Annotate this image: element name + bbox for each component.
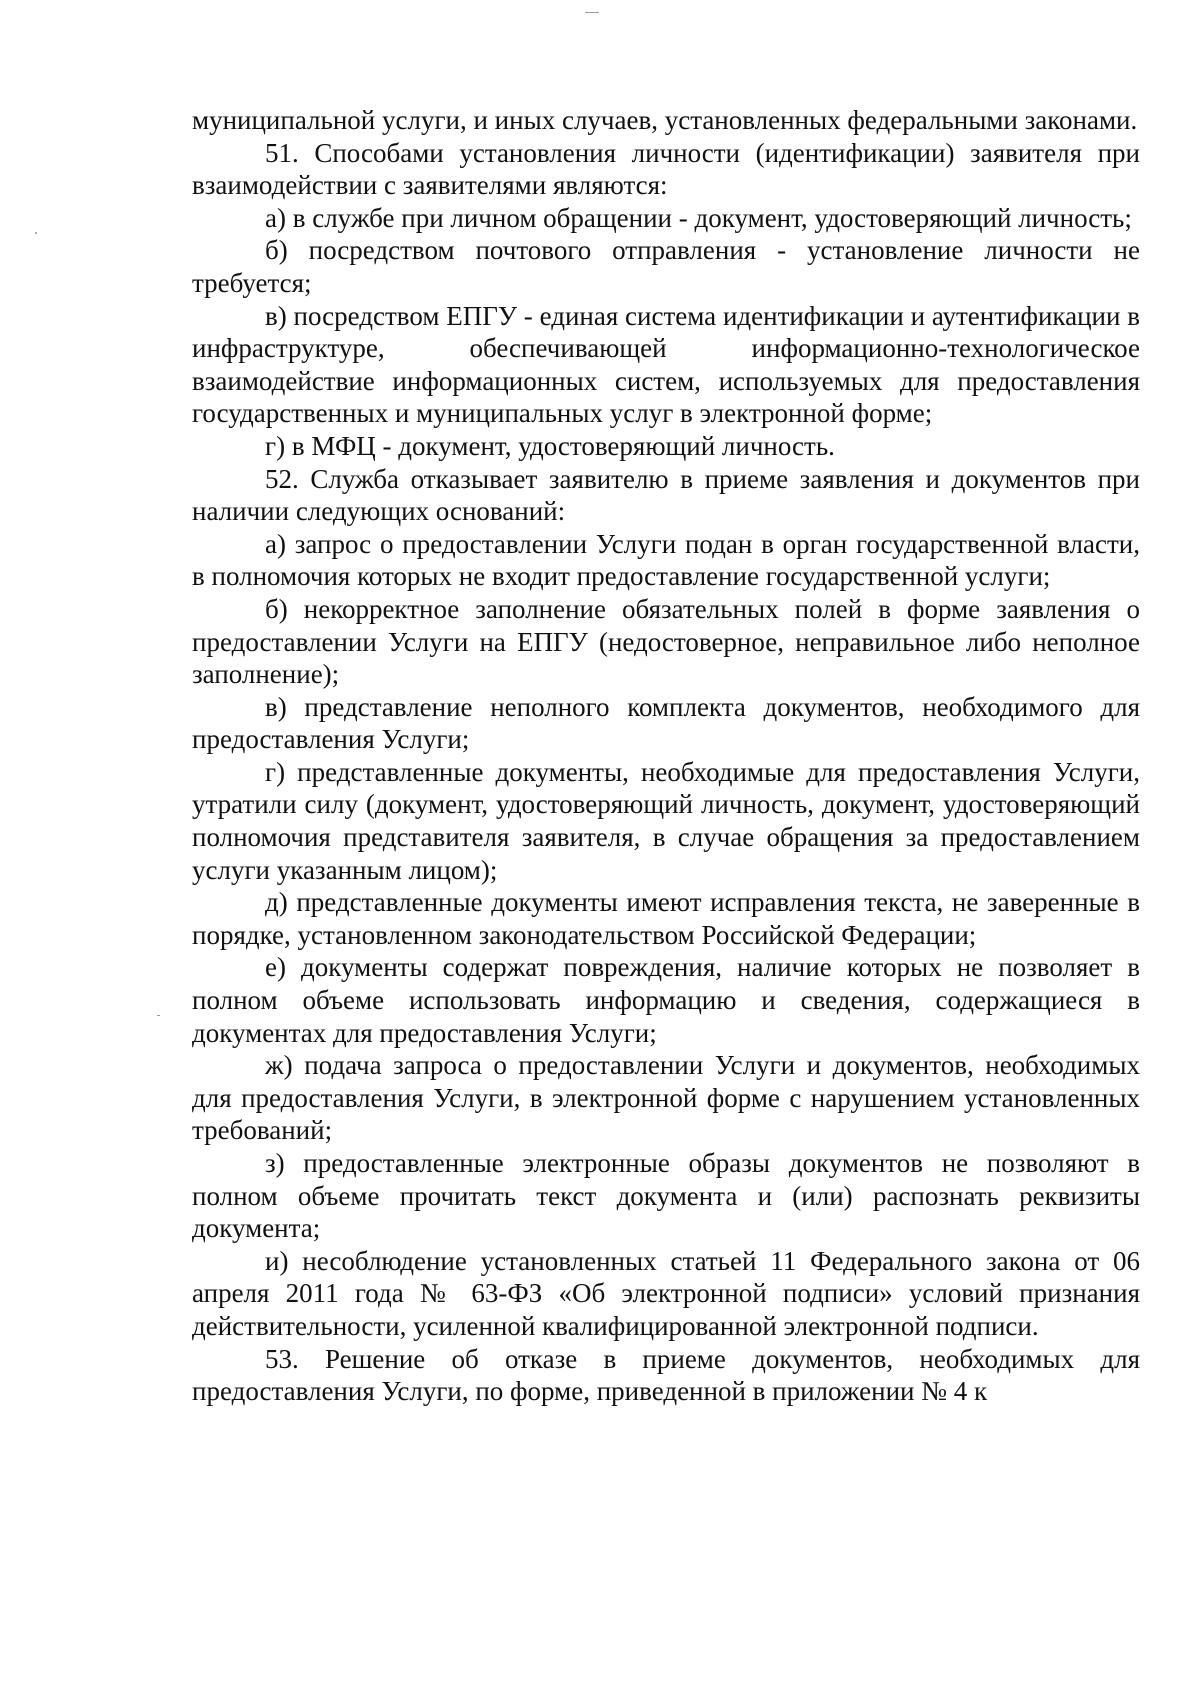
scan-speck (157, 1015, 160, 1016)
scan-mark (585, 12, 599, 13)
paragraph-intro-continuation: муниципальной услуги, и иных случаев, установленных федеральными законами. (192, 105, 1138, 135)
paragraph-52-i: и) несоблюдение установленных статьей 11 Федерального закона от 06 апреля 2011 года № 63-ФЗ «Об электронной подписи» условий признания действительности, усиленной квалифицированной электронной подписи. (192, 1245, 1140, 1341)
paragraph-52-b: б) некорректное заполнение обязательных полей в форме заявления о предоставлении Услуги на ЕПГУ (недостоверное, неправильное либо неполное заполнение); (192, 593, 1140, 690)
paragraph-52: 52. Служба отказывает заявителю в приеме заявления и документов при наличии следующих оснований: (192, 463, 1140, 527)
paragraph-51-b: б) посредством почтового отправления - установление личности не требуется; (192, 235, 1140, 298)
paragraph-52-d: д) представленные документы имеют исправления текста, не заверенные в порядке, установленном законодательством Российской Федерации; (192, 887, 1140, 950)
paragraph-52-g: г) представленные документы, необходимые для предоставления Услуги, утратили силу (документ, удостоверяющий личность, документ, удостоверяющий полномочия представителя заявителя, в случае обращения за предоставлением услуги указанным лицом); (192, 756, 1140, 885)
document-body (192, 104, 1140, 1408)
paragraph-51: 51. Способами установления личности (идентификации) заявителя при взаимодействии с заявителями являются: (192, 137, 1140, 201)
paragraph-52-a: а) запрос о предоставлении Услуги подан в орган государственной власти, в полномочия которых не входит предоставление государственной услуги; (192, 528, 1140, 592)
paragraph-52-zh: ж) подача запроса о предоставлении Услуги и документов, необходимых для предоставления Услуги, в электронной форме с нарушением установленных требований; (192, 1050, 1140, 1146)
paragraph-52-e: е) документы содержат повреждения, наличие которых не позволяет в полном объеме использовать информацию и сведения, содержащиеся в документах для предоставления Услуги; (192, 952, 1140, 1048)
paragraph-52-z: з) предоставленные электронные образы документов не позволяют в полном объеме прочитать текст документа и (или) распознать реквизиты документа; (192, 1148, 1140, 1244)
paragraph-51-a: а) в службе при личном обращении - документ, удостоверяющий личность; (265, 202, 1132, 233)
paragraph-53: 53. Решение об отказе в приеме документов, необходимых для предоставления Услуги, по форме, приведенной в приложении № 4 к (192, 1343, 1140, 1407)
paragraph-51-v: в) посредством ЕПГУ - единая система идентификации и аутентификации в инфраструктуре, обеспечивающей информационно-технологическое взаимодействие информационных систем, используемых для предоставления государственных и муниципальных услуг в электронной форме; (192, 300, 1140, 429)
scan-speck (35, 232, 37, 234)
paragraph-52-v: в) представление неполного комплекта документов, необходимого для предоставления Услуги; (192, 691, 1140, 755)
paragraph-51-g: г) в МФЦ - документ, удостоверяющий личность. (265, 430, 835, 461)
